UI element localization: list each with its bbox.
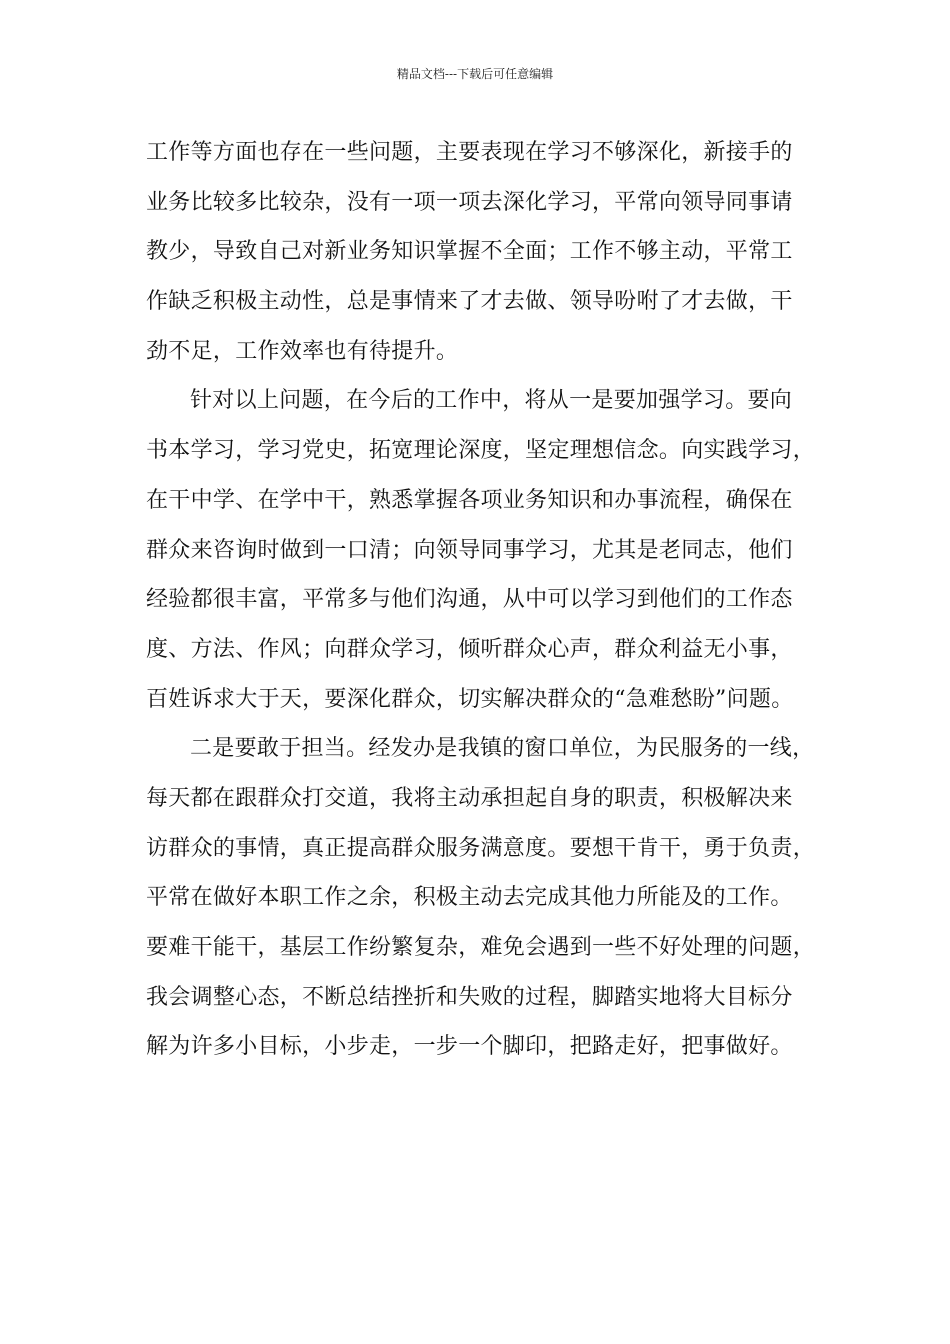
text-line: 平常在做好本职工作之余，积极主动去完成其他力所能及的工作。 xyxy=(146,885,793,911)
page-header: 精品文档---下载后可任意编辑 xyxy=(396,67,554,81)
text-line: 教少，导致自己对新业务知识掌握不全面；工作不够主动，平常工 xyxy=(146,239,793,265)
text-line: 百姓诉求大于天，要深化群众，切实解决群众的“急难愁盼”问题。 xyxy=(146,686,794,712)
paragraph-take-responsibility xyxy=(146,724,836,1072)
text-line: 业务比较多比较杂，没有一项一项去深化学习，平常向领导同事请 xyxy=(146,189,793,215)
text-line: 度、方法、作风；向群众学习，倾听群众心声，群众利益无小事， xyxy=(146,636,793,662)
text-line: 解为许多小目标，小步走，一步一个脚印，把路走好，把事做好。 xyxy=(146,1034,793,1060)
text-line: 针对以上问题，在今后的工作中，将从一是要加强学习。要向 xyxy=(190,388,793,414)
text-line: 二是要敢于担当。经发办是我镇的窗口单位，为民服务的一线， xyxy=(190,736,815,762)
paragraph-strengthen-learning xyxy=(146,376,836,724)
text-line: 访群众的事情，真正提高群众服务满意度。要想干肯干，勇于负责， xyxy=(146,835,816,861)
text-line: 在干中学、在学中干，熟悉掌握各项业务知识和办事流程，确保在 xyxy=(146,487,793,513)
text-line: 经验都很丰富，平常多与他们沟通，从中可以学习到他们的工作态 xyxy=(146,587,793,613)
paragraph-problems xyxy=(146,128,836,376)
text-line: 工作等方面也存在一些问题，主要表现在学习不够深化，新接手的 xyxy=(146,140,793,165)
text-line: 群众来咨询时做到一口清；向领导同事学习，尤其是老同志，他们 xyxy=(146,537,793,563)
text-line: 作缺乏积极主动性，总是事情来了才去做、领导吩咐了才去做，干 xyxy=(146,289,793,315)
text-line: 每天都在跟群众打交道，我将主动承担起自身的职责，积极解决来 xyxy=(146,785,793,811)
text-line: 劲不足，工作效率也有待提升。 xyxy=(146,338,459,364)
text-line: 要难干能干，基层工作纷繁复杂，难免会遇到一些不好处理的问题， xyxy=(146,935,816,960)
text-line: 书本学习，学习党史，拓宽理论深度，坚定理想信念。向实践学习， xyxy=(146,438,816,464)
text-line: 我会调整心态，不断总结挫折和失败的过程，脚踏实地将大目标分 xyxy=(146,984,793,1010)
document-body xyxy=(146,128,836,1072)
